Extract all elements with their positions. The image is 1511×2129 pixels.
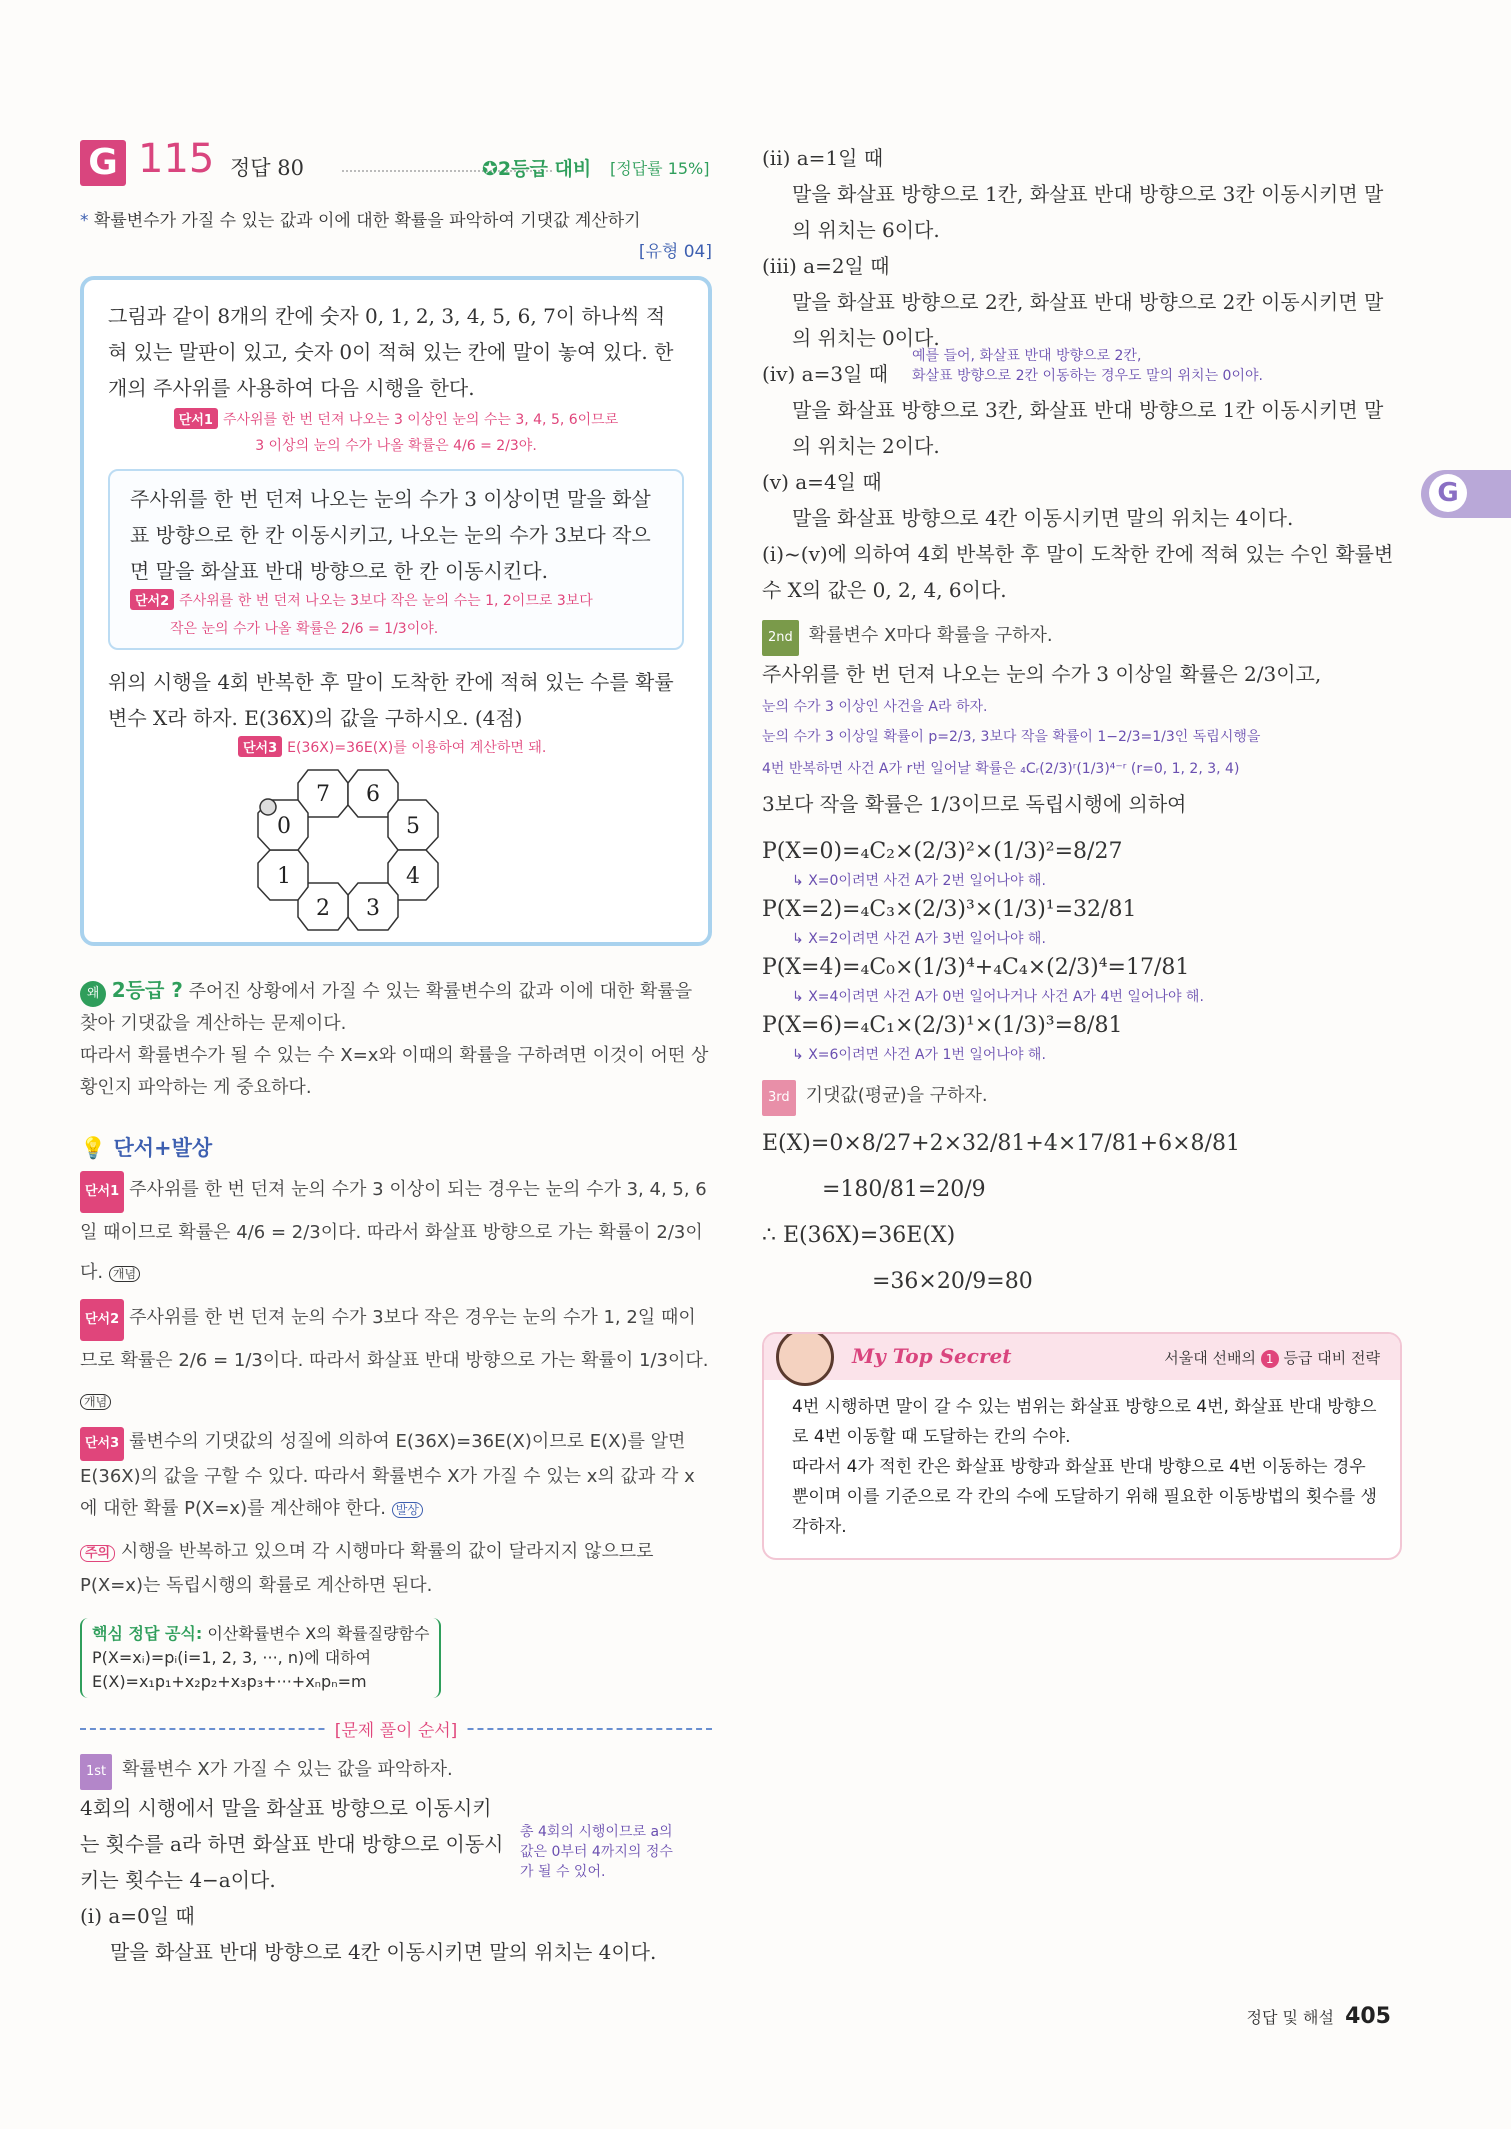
case2-note: 예를 들어, 화살표 반대 방향으로 2칸, 화살표 방향으로 2칸 이동하는 경우도 말의 위치는 0이야. <box>912 348 1263 384</box>
page-number: 405 <box>1345 2004 1391 2029</box>
step2-line1: 주사위를 한 번 던져 나오는 눈의 수가 3 이상일 확률은 2/3이고, <box>762 662 1322 686</box>
star-icon: ✪ <box>482 158 498 180</box>
step1 <box>80 1754 712 1970</box>
footer-label: 정답 및 해설 <box>1246 2008 1334 2027</box>
step2-tag: 2nd <box>762 620 799 656</box>
concept-badge-1: 개념 <box>109 1266 140 1282</box>
expectation-line3: ∴ E(36X)=36E(X) <box>762 1223 956 1248</box>
prob-x6-note: ↳ X=6이려면 사건 A가 1번 일어나야 해. <box>792 1047 1046 1063</box>
game-board-figure <box>248 765 468 935</box>
problem-box <box>80 276 712 946</box>
idea-badge: 발상 <box>392 1502 423 1518</box>
case0-text: 말을 화살표 반대 방향으로 4칸 이동시키면 말의 위치는 4이다. <box>110 1940 657 1964</box>
secret-subtitle: 서울대 선배의 1 등급 대비 전략 <box>1164 1349 1380 1367</box>
correct-rate: [정답률 15%] <box>610 159 710 178</box>
hint2-tag: 단서2 <box>130 589 174 610</box>
hint2-line1: 단서2 주사위를 한 번 던져 나오는 3보다 작은 눈의 수는 1, 2이므로 3보다 <box>130 589 662 610</box>
secret-text1: 4번 시행하면 말이 갈 수 있는 범위는 화살표 방향으로 4번, 화살표 반대 방향으로 4번 이동할 때 도달하는 칸의 수야. <box>792 1397 1377 1447</box>
prob-x4: P(X=4)=₄C₀×(1/3)⁴+₄C₄×(2/3)⁴=17/81 <box>762 955 1190 980</box>
type-tag: [유형 04] <box>638 242 712 262</box>
problem-header <box>80 136 712 190</box>
expectation-line2: =180/81=20/9 <box>822 1177 986 1202</box>
case4-head: (v) a=4일 때 <box>762 470 882 494</box>
board-label-2: 2 <box>316 896 330 921</box>
number-one-badge: 1 <box>1261 1350 1279 1368</box>
clues-title: 단서+발상 <box>113 1136 213 1160</box>
board-label-7: 7 <box>316 782 330 807</box>
clue2: 단서2 주사위를 한 번 던져 눈의 수가 3보다 작은 경우는 눈의 수가 1, 2일 때이므로 확률은 2/6 = 1/3이다. 따라서 화살표 반대 방향으로 가는 확률이 1/3이다. 개념 <box>80 1298 712 1422</box>
topic-line: * 확률변수가 가질 수 있는 값과 이에 대한 확률을 파악하여 기댓값 계산하기 <box>80 211 641 231</box>
step2-note2: 눈의 수가 3 이상일 확률이 p=2/3, 3보다 작을 확률이 1−2/3=1/3인 독립시행을 <box>762 729 1261 745</box>
clue3: 단서3 률변수의 기댓값의 성질에 의하여 E(36X)=36E(X)이므로 E(X)를 알면 E(36X)의 값을 구할 수 있다. 따라서 확률변수 X가 가질 수 있는 x의 값과 각 x에 대한 확률 P(X=x)를 계산해야 한다. 발상 <box>80 1426 712 1526</box>
step1-conclusion: (i)~(v)에 의하여 4회 반복한 후 말이 도착한 칸에 적혀 있는 수인 확률변수 X의 값은 0, 2, 4, 6이다. <box>762 542 1394 602</box>
case2-head: (iii) a=2일 때 <box>762 254 890 278</box>
solution-order-divider <box>80 1714 712 1744</box>
formula-box: 핵심 정답 공식: 이산확률변수 X의 확률질량함수 P(X=xᵢ)=pᵢ(i=1, 2, 3, ···, n)에 대하여 E(X)=x₁p₁+x₂p₂+x₃p₃+···+xₙpₙ=m <box>80 1618 441 1698</box>
problem-intro: 그림과 같이 8개의 칸에 숫자 0, 1, 2, 3, 4, 5, 6, 7이 하나씩 적혀 있는 말판이 있고, 숫자 0이 적혀 있는 칸에 말이 놓여 있다. 한 개의 주사위를 사용하여 다음 시행을 한다. <box>108 304 674 400</box>
why-line1: 주어진 상황에서 가질 수 있는 확률변수의 값과 이에 대한 확률을 찾아 기댓값을 계산하는 문제이다. <box>80 981 693 1034</box>
why-badge: 왜 <box>80 981 106 1007</box>
step2-note1: 눈의 수가 3 이상인 사건을 A라 하자. <box>762 699 988 715</box>
lightbulb-icon: 💡 <box>80 1136 107 1160</box>
case0-head: (i) a=0일 때 <box>80 1904 195 1928</box>
prob-x6: P(X=6)=₄C₁×(2/3)¹×(1/3)³=8/81 <box>762 1013 1123 1038</box>
side-tab-letter: G <box>1429 474 1467 512</box>
case3-head: (iv) a=3일 때 <box>762 362 889 386</box>
clue1-tag: 단서1 <box>80 1171 124 1213</box>
board-label-5: 5 <box>406 814 420 839</box>
step2-line2: 3보다 작을 확률은 1/3이므로 독립시행에 의하여 <box>762 792 1187 816</box>
step3-tag: 3rd <box>762 1080 796 1116</box>
why-section <box>80 974 712 1104</box>
prob-x4-note: ↳ X=4이려면 사건 A가 0번 일어나거나 사건 A가 4번 일어나야 해. <box>792 989 1204 1005</box>
expectation-line4: =36×20/9=80 <box>872 1269 1033 1294</box>
clue1: 단서1 주사위를 한 번 던져 눈의 수가 3 이상이 되는 경우는 눈의 수가 3, 4, 5, 6일 때이므로 확률은 4/6 = 2/3이다. 따라서 화살표 방향으로 가는 확률이 2/3이다. 개념 <box>80 1170 712 1294</box>
prob-x2: P(X=2)=₄C₃×(2/3)³×(1/3)¹=32/81 <box>762 897 1137 922</box>
answer-label: 정답 80 <box>230 156 304 180</box>
step1-title: 확률변수 X가 가질 수 있는 값을 파악하자. <box>122 1759 453 1780</box>
page-footer <box>1247 2004 1391 2029</box>
why-line2: 따라서 확률변수가 될 수 있는 수 X=x와 이때의 확률을 구하려면 이것이 어떤 상황인지 파악하는 게 중요하다. <box>80 1045 709 1098</box>
chapter-side-tab <box>1421 470 1511 518</box>
case1-text: 말을 화살표 방향으로 1칸, 화살표 반대 방향으로 3칸 이동시키면 말의 위치는 6이다. <box>792 182 1384 242</box>
caution-tag: 주의 <box>80 1545 115 1562</box>
step2-note3: 4번 반복하면 사건 A가 r번 일어날 확률은 ₄Cᵣ(2/3)ʳ(1/3)⁴⁻ʳ (r=0, 1, 2, 3, 4) <box>762 761 1240 777</box>
board-label-3: 3 <box>366 896 380 921</box>
prob-x0-note: ↳ X=0이려면 사건 A가 2번 일어나야 해. <box>792 873 1046 889</box>
formula-title: 핵심 정답 공식: <box>92 1624 203 1643</box>
grade-badge: ✪2등급 대비 <box>482 158 592 180</box>
clue3-tag: 단서3 <box>80 1427 124 1461</box>
step1-note: 총 4회의 시행이므로 a의 값은 0부터 4까지의 정수가 될 수 있어. <box>520 1824 673 1880</box>
problem-number: 115 <box>138 136 215 182</box>
formula-line3: E(X)=x₁p₁+x₂p₂+x₃p₃+···+xₙpₙ=m <box>92 1672 367 1691</box>
case2-text: 말을 화살표 방향으로 2칸, 화살표 반대 방향으로 2칸 이동시키면 말의 위치는 0이다. <box>792 290 1384 350</box>
concept-badge-2: 개념 <box>80 1394 111 1410</box>
case1-head: (ii) a=1일 때 <box>762 146 884 170</box>
board-label-1: 1 <box>277 864 291 889</box>
prob-x2-note: ↳ X=2이려면 사건 A가 3번 일어나야 해. <box>792 931 1046 947</box>
game-piece-icon <box>260 799 276 815</box>
asterisk-icon: * <box>80 211 89 231</box>
step1-tag: 1st <box>80 1754 112 1790</box>
step1-text: 4회의 시행에서 말을 화살표 방향으로 이동시키는 횟수를 a라 하면 화살표 반대 방향으로 이동시키는 횟수는 4−a이다. <box>80 1796 504 1892</box>
chapter-letter-badge: G <box>80 140 126 186</box>
step3-title: 기댓값(평균)을 구하자. <box>805 1085 988 1106</box>
clues-section <box>80 1132 712 1602</box>
board-label-6: 6 <box>366 782 380 807</box>
board-label-4: 4 <box>406 864 420 889</box>
expectation-line1: E(X)=0×8/27+2×32/81+4×17/81+6×8/81 <box>762 1131 1240 1156</box>
caution: 주의 시행을 반복하고 있으며 각 시행마다 확률의 값이 달라지지 않으므로 P(X=x)는 독립시행의 확률로 계산하면 된다. <box>80 1541 654 1596</box>
hint1-tag: 단서1 <box>174 408 218 429</box>
hint2-line2: 작은 눈의 수가 나올 확률은 2/6 = 1/3이야. <box>170 621 439 637</box>
solution-order-label: [문제 풀이 순서] <box>327 1716 466 1741</box>
board-label-0: 0 <box>277 814 291 839</box>
clue2-tag: 단서2 <box>80 1299 124 1341</box>
problem-question: 위의 시행을 4회 반복한 후 말이 도착한 칸에 적혀 있는 수를 확률변수 X라 하자. E(36X)의 값을 구하시오. (4점) <box>108 670 674 730</box>
case3-text: 말을 화살표 방향으로 3칸, 화살표 반대 방향으로 1칸 이동시키면 말의 위치는 2이다. <box>792 398 1384 458</box>
hint1-line2: 3 이상의 눈의 수가 나올 확률은 4/6 = 2/3야. <box>255 438 537 454</box>
formula-line2: P(X=xᵢ)=pᵢ(i=1, 2, 3, ···, n)에 대하여 <box>92 1648 372 1667</box>
hint1-line1: 단서1 주사위를 한 번 던져 나오는 3 이상인 눈의 수는 3, 4, 5, 6이므로 <box>108 408 684 429</box>
avatar <box>776 1332 834 1386</box>
rule-text: 주사위를 한 번 던져 나오는 눈의 수가 3 이상이면 말을 화살표 방향으로 한 칸 이동시키고, 나오는 눈의 수가 3보다 작으면 말을 화살표 반대 방향으로 한 칸 이동시킨다. <box>130 487 651 583</box>
case4-text: 말을 화살표 방향으로 4칸 이동시키면 말의 위치는 4이다. <box>792 506 1294 530</box>
rule-box <box>108 469 684 650</box>
hint3-tag: 단서3 <box>238 736 282 757</box>
top-secret-box <box>762 1332 1402 1560</box>
why-title: 2등급 ? <box>111 978 183 1002</box>
prob-x0: P(X=0)=₄C₂×(2/3)²×(1/3)²=8/27 <box>762 839 1123 864</box>
step2-title: 확률변수 X마다 확률을 구하자. <box>808 625 1053 646</box>
hint3-line: 단서3 E(36X)=36E(X)를 이용하여 계산하면 돼. <box>108 736 684 757</box>
secret-title: My Top Secret <box>852 1344 1012 1368</box>
secret-text2: 따라서 4가 적힌 칸은 화살표 방향과 화살표 반대 방향으로 4번 이동하는 경우 뿐이며 이를 기준으로 각 칸의 수에 도달하기 위해 필요한 이동방법의 횟수를 생각하자. <box>792 1457 1377 1537</box>
